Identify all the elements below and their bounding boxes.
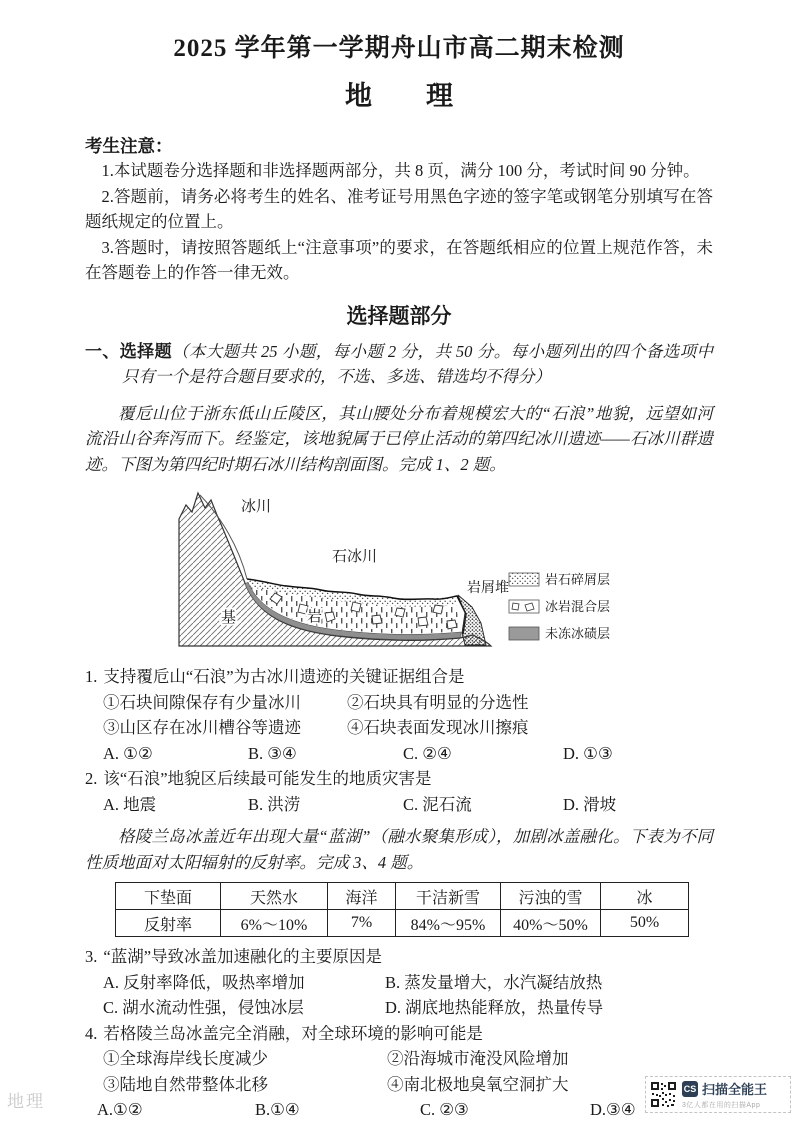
debris-pile-label: 岩屑堆 [467,579,509,595]
qr-code [650,1081,677,1108]
subitem: ②沿海城市淹没风险增加 [387,1049,569,1068]
figure-legend [509,572,610,641]
question-2-stem [85,766,713,792]
option-d: D. ①③ [563,743,613,763]
option-c: C. 湖水流动性强，侵蚀冰层 [103,998,304,1017]
question-3-options-row-2 [85,995,713,1021]
notice-item-1: 1.本试题卷分选择题和非选择题两部分，共 8 页，满分 100 分，考试时间 90 分钟。 [101,161,700,180]
exam-title: 2025 学年第一学期舟山市高二期末检测 [173,35,625,62]
instruction-label: 一、选择题 [85,341,172,361]
option-a: A. ①② [103,743,153,763]
question-2 [85,766,713,817]
table-cell: 污浊的雪 [501,883,601,910]
question-text: 若格陵兰岛冰盖完全消融，对全球环境的影响可能是 [103,1023,483,1043]
question-4-options [85,1097,713,1123]
question-4-subitems-row-1 [85,1046,713,1072]
section-instruction [85,339,713,390]
option-b: B. 洪涝 [248,794,301,814]
subitem: ①全球海岸线长度减少 [103,1049,268,1068]
question-3-options-row-1 [85,970,713,996]
table-header-row [116,883,689,910]
question-number: 4. [85,1023,98,1043]
subitem: ①石块间隙保存有少量冰川 [103,692,301,712]
subject-watermark: 地理 [7,1092,45,1111]
option-c: C. ②④ [403,743,452,763]
question-1-stem [85,664,713,690]
table-cell: 冰 [601,883,689,910]
passage-2: 格陵兰岛冰盖近年出现大量“蓝湖”（融水聚集形成），加剧冰盖融化。下表为不同性质地面对太阳辐射的反射率。完成 3、4 题。 [85,827,713,872]
camscanner-badge [645,1076,791,1113]
option-b: B.①④ [255,1100,300,1119]
legend-label-rock-debris: 岩石碎屑层 [545,572,611,587]
question-4-stem [85,1021,713,1047]
notice-heading: 考生注意： [85,136,173,156]
legend-label-unfrozen-till: 未冻冰碛层 [545,626,611,641]
table-cell: 50% [601,910,689,937]
glacier-label: 冰川 [241,498,272,515]
table-cell: 84%～95% [396,910,501,937]
table-cell: 天然水 [221,883,328,910]
bedrock-label-2: 岩 [307,608,323,625]
question-1-subitems-row-2 [85,715,713,741]
legend-swatch-unfrozen-till [509,627,539,640]
subitem: ②石块具有明显的分选性 [347,692,529,712]
question-3 [85,944,713,1021]
bedrock-label-1: 基 [221,609,237,626]
question-1-subitems-row-1 [85,690,713,716]
question-1 [85,664,713,766]
table-cell: 干洁新雪 [396,883,501,910]
rock-glacier-diagram [169,485,699,657]
camscanner-title-row [682,1079,767,1098]
camscanner-app-name: 扫描全能王 [702,1082,768,1097]
exam-subject: 地 理 [345,81,453,111]
legend-label-ice-rock: 冰岩混合层 [545,599,611,614]
subitem: ③陆地自然带整体北移 [103,1074,268,1094]
subitem: ④南北极地臭氧空洞扩大 [387,1074,569,1094]
table-cell: 海洋 [328,883,396,910]
question-3-stem [85,944,713,970]
section-heading: 选择题部分 [346,304,452,328]
option-d: D.③④ [590,1100,636,1119]
question-number: 1. [85,667,98,686]
table-data-row [116,910,689,937]
notice-item-2: 2.答题前，请务必将考生的姓名、准考证号用黑色字迹的签字笔或钢笔分别填写在答题纸规定的位置上。 [85,186,713,231]
legend-swatch-rock-debris [509,573,539,586]
notice-item-3: 3.答题时，请按照答题纸上“注意事项”的要求，在答题纸相应的位置上规范作答，未在答题卷上的作答一律无效。 [85,237,713,282]
question-text: “蓝湖”导致冰盖加速融化的主要原因是 [103,947,383,966]
rock-glacier-label: 石冰川 [332,548,378,565]
option-c: C. ②③ [420,1100,469,1119]
option-d: D. 湖底地热能释放，热量传导 [385,998,604,1017]
table-cell: 7% [328,910,396,937]
instruction-text: （本大题共 25 小题，每小题 2 分，共 50 分。每小题列出的四个备选项中只有一个是符合题目要求的，不选、多选、错选均不得分） [122,341,714,386]
question-text: 该“石浪”地貌区后续最可能发生的地质灾害是 [103,769,432,788]
table-cell: 40%～50% [501,910,601,937]
question-number: 3. [85,947,98,966]
notice-section [85,133,713,286]
question-4-subitems-row-2 [85,1072,713,1098]
passage-1: 覆卮山位于浙东低山丘陵区，其山腰处分布着规模宏大的“石浪”地貌，远望如河流沿山谷奔泻而下。经鉴定，该地貌属于已停止活动的第四纪冰川遗迹——石冰川群遗迹。下图为第四纪时期石冰川结构剖面图。完成 1、2 题。 [85,403,713,474]
option-a: A. 反射率降低，吸热率增加 [103,972,305,992]
question-number: 2. [85,769,98,788]
option-b: B. ③④ [248,743,297,763]
subitem: ③山区存在冰川槽谷等遗迹 [103,718,301,737]
subitem: ④石块表面发现冰川擦痕 [347,718,529,737]
table-cell: 6%～10% [221,910,328,937]
question-2-options [85,792,713,818]
camscanner-logo-icon: CS [682,1081,698,1097]
table-cell: 下垫面 [116,883,221,910]
camscanner-text-block [682,1079,767,1110]
option-a: A. 地震 [103,794,157,814]
rock-glacier-figure [169,485,713,662]
question-1-options [85,741,713,767]
option-c: C. 泥石流 [403,794,472,814]
camscanner-tagline: 3亿人都在用的扫描App [682,1102,761,1109]
option-b: B. 蒸发量增大，水汽凝结放热 [385,972,603,992]
table-cell: 反射率 [116,910,221,937]
option-d: D. 滑坡 [563,794,617,814]
question-text: 支持覆卮山“石浪”为古冰川遗迹的关键证据组合是 [103,667,465,686]
option-a: A.①② [97,1100,143,1119]
question-4 [85,1021,713,1123]
reflectivity-table [115,882,689,937]
page-content [85,0,713,1123]
